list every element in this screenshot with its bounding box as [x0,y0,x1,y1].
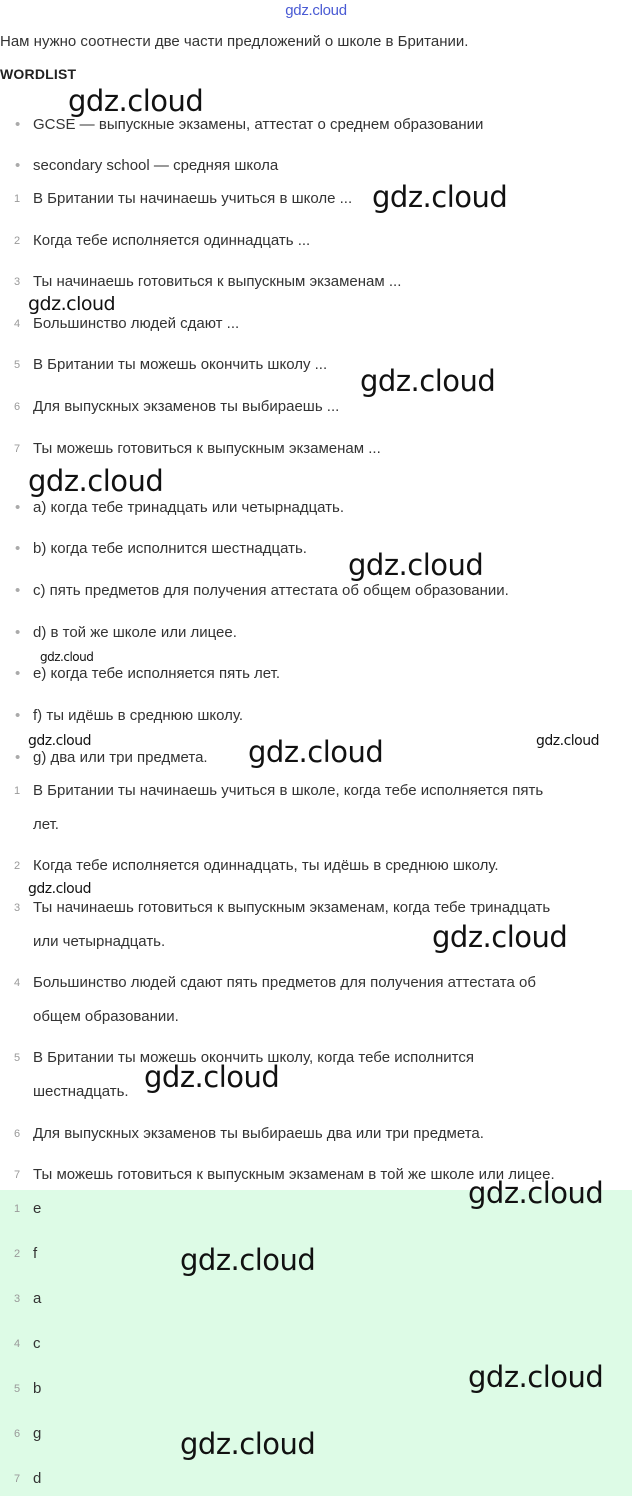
bullet-icon: • [15,116,21,133]
wordlist-item-text: secondary school — средняя школа [33,157,279,174]
item-number: 6 [14,401,21,413]
watermark: gdz.cloud [432,920,568,954]
watermark: gdz.cloud [348,548,484,582]
sentence-end-text: c) пять предметов для получения аттестата об общем образовании. [33,582,509,599]
full-sentence-line: Большинство людей сдают пять предметов для получения аттестата об [33,974,536,991]
wordlist-heading: WORDLIST [0,66,77,82]
watermark: gdz.cloud [28,293,116,315]
bullet-icon: • [15,624,21,641]
sentence-end-text: g) два или три предмета. [33,749,208,766]
watermark: gdz.cloud [468,1360,604,1394]
full-sentence-line: Ты начинаешь готовиться к выпускным экзаменам, когда тебе тринадцать [33,899,551,916]
wordlist-item-text: GCSE — выпускные экзамены, аттестат о среднем образовании [33,116,484,133]
item-number: 1 [14,1203,21,1215]
sentence-start-text: Большинство людей сдают ... [33,315,240,332]
item-number: 6 [14,1128,21,1140]
item-number: 2 [14,235,21,247]
sentence-start-text: Ты начинаешь готовиться к выпускным экзаменам ... [33,273,402,290]
item-number: 4 [14,1338,21,1350]
bullet-icon: • [15,665,21,682]
item-number: 7 [14,443,21,455]
answer-letter: c [33,1335,41,1352]
sentence-start-text: Для выпускных экзаменов ты выбираешь ... [33,398,340,415]
item-number: 5 [14,1052,21,1064]
item-number: 2 [14,1248,21,1260]
full-sentence-line: Для выпускных экзаменов ты выбираешь два или три предмета. [33,1125,484,1142]
item-number: 7 [14,1473,21,1485]
bullet-icon: • [15,540,21,557]
answer-letter: g [33,1425,42,1442]
watermark: gdz.cloud [40,650,94,664]
full-sentence-line: Ты можешь готовиться к выпускным экзаменам в той же школе или лицее. [33,1166,555,1183]
bullet-icon: • [15,582,21,599]
answer-letter: f [33,1245,38,1262]
sentence-start-text: В Британии ты можешь окончить школу ... [33,356,328,373]
watermark: gdz.cloud [248,735,384,769]
full-sentence-line: или четырнадцать. [33,933,166,950]
watermark: gdz.cloud [360,364,496,398]
item-number: 3 [14,902,21,914]
item-number: 1 [14,193,21,205]
answer-letter: a [33,1290,42,1307]
answer-letter: e [33,1200,42,1217]
watermark: gdz.cloud [468,1176,604,1210]
sentence-end-text: e) когда тебе исполняется пять лет. [33,665,281,682]
full-sentence-line: общем образовании. [33,1008,179,1025]
sentence-start-text: Ты можешь готовиться к выпускным экзаменам ... [33,440,381,457]
item-number: 5 [14,1383,21,1395]
watermark: gdz.cloud [28,881,91,897]
bullet-icon: • [15,707,21,724]
item-number: 2 [14,860,21,872]
full-sentence-line: В Британии ты начинаешь учиться в школе, когда тебе исполняется пять [33,782,544,799]
watermark: gdz.cloud [68,84,204,118]
watermark: gdz.cloud [28,464,164,498]
item-number: 7 [14,1169,21,1181]
item-number: 4 [14,318,21,330]
sentence-end-text: b) когда тебе исполнится шестнадцать. [33,540,307,557]
site-brand[interactable]: gdz.cloud [285,2,347,19]
item-number: 4 [14,977,21,989]
sentence-start-text: Когда тебе исполняется одиннадцать ... [33,232,311,249]
full-sentence-line: Когда тебе исполняется одиннадцать, ты идёшь в среднюю школу. [33,857,499,874]
item-number: 3 [14,1293,21,1305]
watermark: gdz.cloud [28,733,91,749]
watermark: gdz.cloud [372,180,508,214]
bullet-icon: • [15,499,21,516]
sentence-end-text: f) ты идёшь в среднюю школу. [33,707,244,724]
full-sentence-line: лет. [33,816,59,833]
sentence-end-text: d) в той же школе или лицее. [33,624,237,641]
bullet-icon: • [15,157,21,174]
watermark: gdz.cloud [180,1243,316,1277]
item-number: 1 [14,785,21,797]
sentence-end-text: a) когда тебе тринадцать или четырнадцать. [33,499,345,516]
task-intro: Нам нужно соотнести две части предложений о школе в Британии. [0,33,469,50]
watermark: gdz.cloud [180,1427,316,1461]
full-sentence-line: В Британии ты можешь окончить школу, когда тебе исполнится [33,1049,474,1066]
item-number: 6 [14,1428,21,1440]
item-number: 5 [14,359,21,371]
answer-letter: d [33,1470,42,1487]
watermark: gdz.cloud [144,1060,280,1094]
bullet-icon: • [15,749,21,766]
watermark: gdz.cloud [536,733,599,749]
full-sentence-line: шестнадцать. [33,1083,129,1100]
answer-letter: b [33,1380,42,1397]
item-number: 3 [14,276,21,288]
sentence-start-text: В Британии ты начинаешь учиться в школе ... [33,190,353,207]
